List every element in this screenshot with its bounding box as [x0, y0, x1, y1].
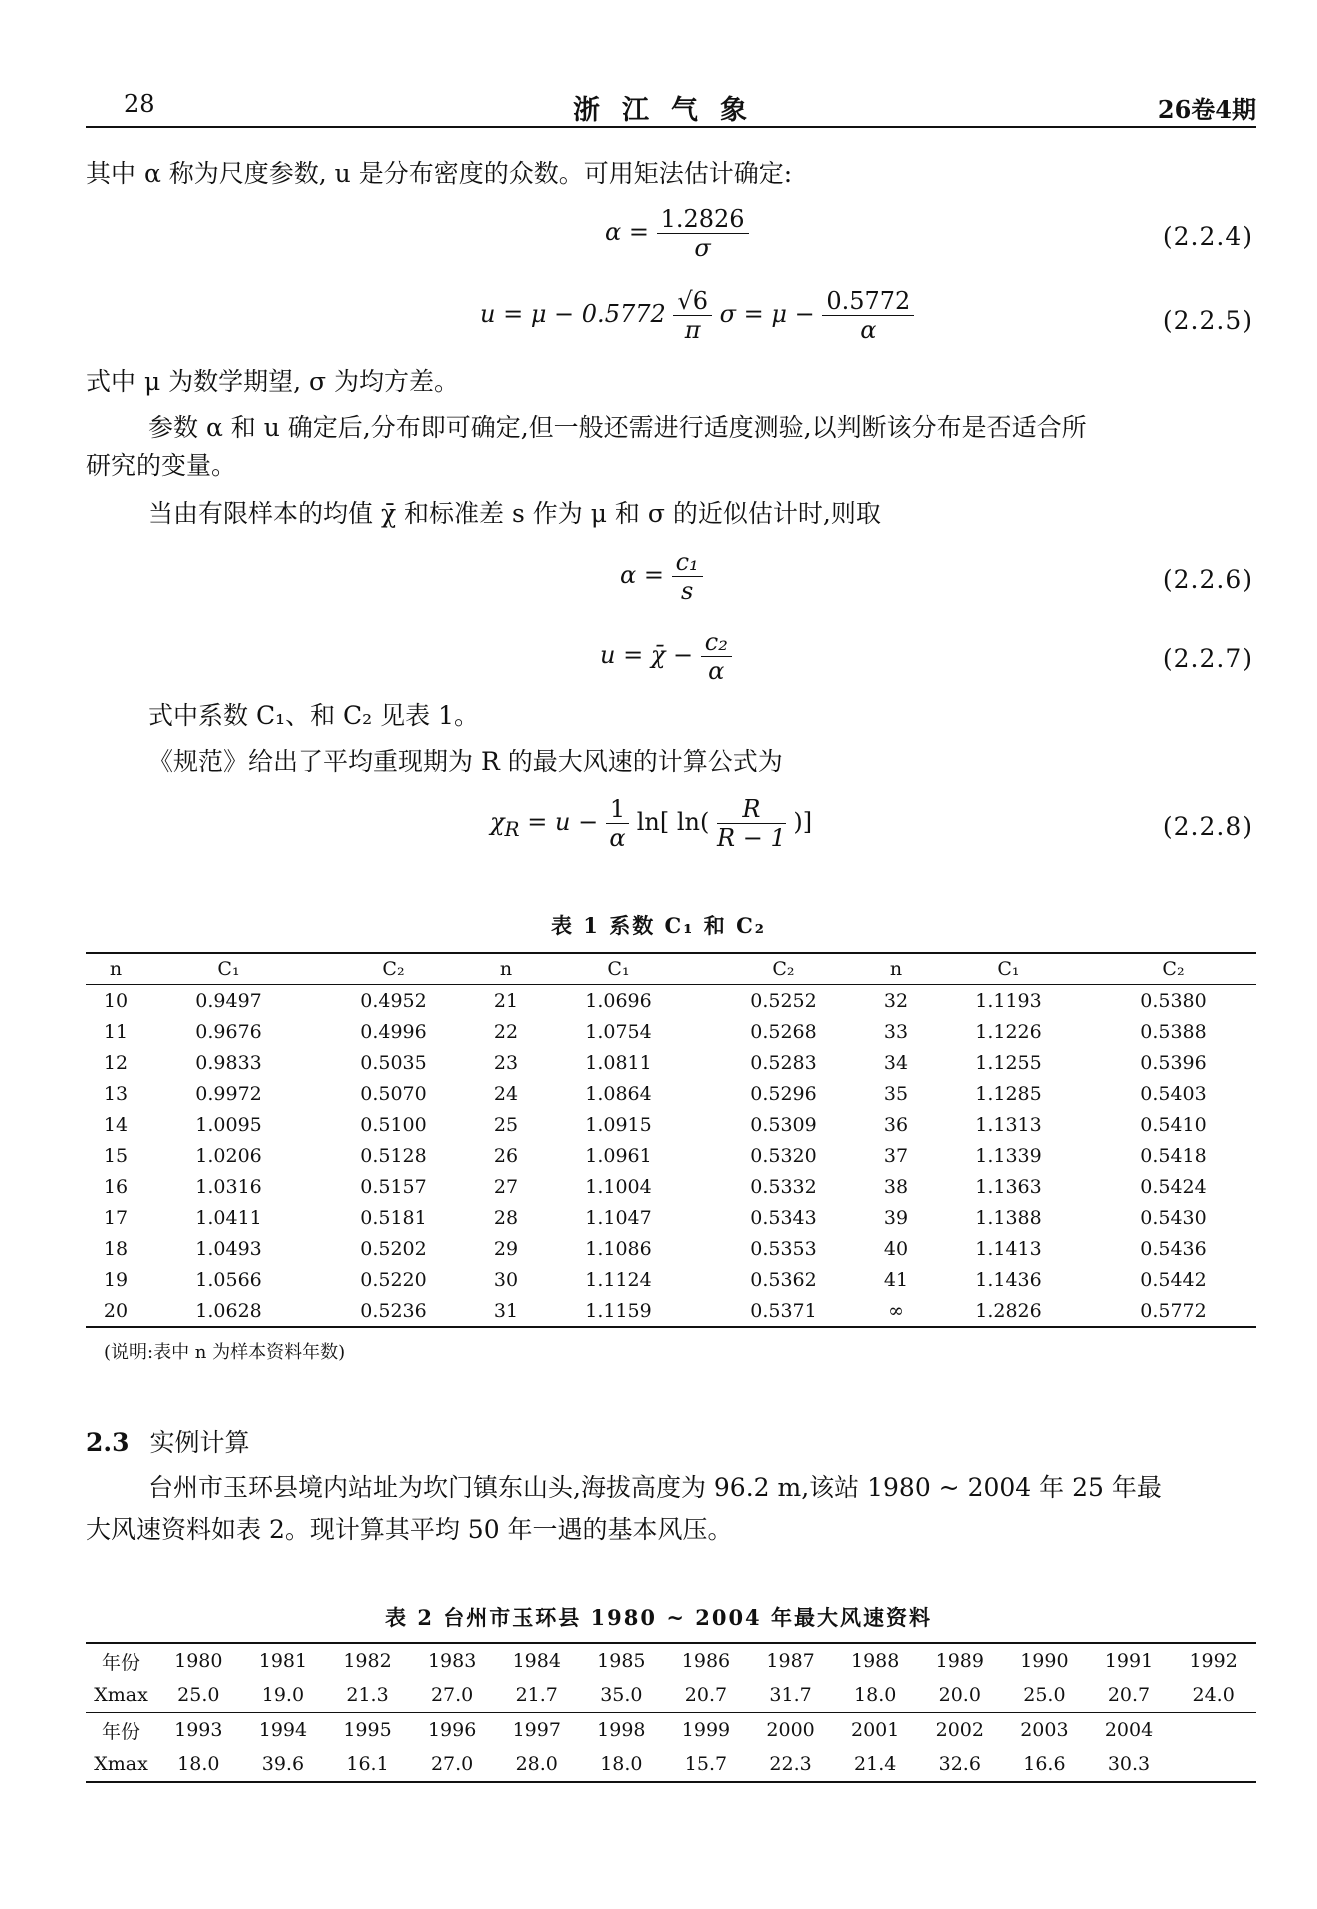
table-cell: 35.0 — [600, 1684, 643, 1706]
eq-numerator: R — [717, 795, 786, 824]
table-cell: 23 — [493, 1051, 519, 1074]
table-cell: 32.6 — [938, 1753, 981, 1775]
table-row — [86, 1233, 1256, 1264]
table-header-cell: C₂ — [1162, 958, 1185, 980]
table-cell: 27.0 — [430, 1753, 474, 1775]
table-cell: 1986 — [681, 1650, 731, 1672]
coefficient-table — [86, 952, 1256, 1328]
eq-denominator: α — [708, 657, 725, 685]
table-cell: 37 — [883, 1144, 909, 1167]
section-title: 实例计算 — [149, 1428, 250, 1457]
eq-fraction — [822, 287, 914, 344]
table-cell: 0.5353 — [750, 1237, 817, 1260]
paragraph-example-cont: 大风速资料如表 2。现计算其平均 50 年一遇的基本风压。 — [86, 1515, 733, 1544]
table-row — [86, 1016, 1256, 1047]
table-cell: 0.5157 — [360, 1175, 427, 1198]
eq-numerator: 1.2826 — [657, 205, 749, 234]
table-cell: 31 — [493, 1299, 519, 1322]
table-cell: 年份 — [101, 1651, 140, 1674]
table-header-cell: C₂ — [382, 958, 405, 980]
table-cell: 0.5343 — [750, 1206, 817, 1229]
table-cell — [1171, 1713, 1256, 1748]
table-cell: 1999 — [681, 1719, 731, 1741]
eq-log: ln[ ln( — [636, 808, 710, 836]
table-cell: 18 — [103, 1237, 129, 1260]
eq-part: σ = μ − — [719, 300, 815, 328]
eq-lhs: u = χ̄ − — [600, 641, 694, 669]
table-cell: 16.1 — [346, 1753, 389, 1775]
table-cell: 15 — [103, 1144, 129, 1167]
table-cell: 14 — [103, 1113, 129, 1136]
table-cell: 2000 — [766, 1719, 815, 1741]
eq-numerator: 1 — [606, 795, 629, 824]
table-cell: 19.0 — [261, 1684, 305, 1706]
eq-fraction — [717, 795, 786, 852]
table-cell: 1.0864 — [585, 1082, 652, 1105]
equation-number: (2.2.6) — [1162, 565, 1253, 594]
table-cell: 32 — [883, 989, 909, 1012]
table-cell: 39 — [883, 1206, 909, 1229]
table-cell: 1.1124 — [585, 1268, 652, 1291]
table-cell: 31.7 — [769, 1684, 812, 1706]
table-cell: 29 — [493, 1237, 519, 1260]
table-cell: Xmax — [94, 1753, 148, 1775]
table-cell: 25.0 — [177, 1684, 220, 1706]
table-cell: 1980 — [174, 1650, 223, 1672]
table-cell: 1996 — [427, 1719, 477, 1741]
eq-denominator: s — [680, 577, 694, 605]
table-cell: 18.0 — [854, 1684, 897, 1706]
table-cell: 1990 — [1020, 1650, 1069, 1672]
table-cell: 22 — [493, 1020, 519, 1043]
table-cell: 1.0961 — [585, 1144, 652, 1167]
table-cell: 16.6 — [1023, 1753, 1066, 1775]
table-cell: 30 — [493, 1268, 519, 1291]
section-number: 2.3 — [86, 1428, 130, 1457]
table-cell: 1997 — [512, 1719, 561, 1741]
table-cell: 1.1413 — [975, 1237, 1042, 1260]
paragraph-parameters-cont: 研究的变量。 — [86, 451, 237, 480]
eq-lhs: α = — [605, 218, 649, 246]
table-cell: 0.5128 — [360, 1144, 427, 1167]
equation-2-2-6 — [620, 548, 703, 605]
table-cell: 0.5388 — [1140, 1020, 1207, 1043]
table-row — [86, 1047, 1256, 1078]
table-cell: 2003 — [1020, 1719, 1069, 1741]
eq-fraction — [672, 548, 703, 605]
table-cell: 1.1436 — [975, 1268, 1042, 1291]
table-cell: 1981 — [258, 1650, 308, 1672]
table-cell: 0.5236 — [360, 1299, 427, 1322]
table-cell: 0.5436 — [1140, 1237, 1207, 1260]
table-cell: 0.5371 — [750, 1299, 817, 1322]
table-cell: 0.5380 — [1140, 989, 1207, 1012]
section-heading — [86, 1423, 250, 1459]
wind-speed-table — [86, 1642, 1256, 1783]
table-cell: 20.7 — [1107, 1684, 1151, 1706]
equation-number: (2.2.4) — [1162, 222, 1253, 251]
table-cell: 1.0411 — [195, 1206, 262, 1229]
table-cell: 1994 — [258, 1719, 308, 1741]
equation-2-2-8 — [490, 795, 812, 852]
table-cell: 0.5396 — [1140, 1051, 1207, 1074]
table-cell: 1987 — [766, 1650, 815, 1672]
volume-issue: 26卷4期 — [1157, 95, 1256, 124]
table-row — [86, 1643, 1256, 1678]
table-cell: 1.0095 — [195, 1113, 262, 1136]
table-cell: 10 — [103, 989, 129, 1012]
eq-denominator: α — [609, 824, 626, 852]
table-cell: 1.0915 — [585, 1113, 652, 1136]
eq-part: u = μ − 0.5772 — [480, 300, 666, 328]
table-cell: 0.5035 — [360, 1051, 427, 1074]
table-cell: 24.0 — [1192, 1684, 1235, 1706]
table-cell: 1.0754 — [585, 1020, 652, 1043]
table-cell: 26 — [493, 1144, 519, 1167]
table-cell: 18.0 — [177, 1753, 220, 1775]
table-cell: 17 — [103, 1206, 129, 1229]
table-cell: 1.0566 — [195, 1268, 262, 1291]
table-cell: 0.9676 — [195, 1020, 262, 1043]
table-cell: 28 — [493, 1206, 519, 1229]
table-cell: 1989 — [935, 1650, 984, 1672]
table-header-cell: n — [109, 958, 123, 980]
table-cell: 16 — [103, 1175, 129, 1198]
table-cell: 0.5202 — [360, 1237, 427, 1260]
running-header — [86, 86, 1256, 124]
table-cell: 0.5332 — [750, 1175, 817, 1198]
table-cell: 1985 — [597, 1650, 646, 1672]
table-row — [86, 1078, 1256, 1109]
eq-subscript: R — [504, 816, 520, 841]
table-cell: 1998 — [597, 1719, 646, 1741]
table-cell: 35 — [883, 1082, 909, 1105]
table-cell: 1.0493 — [195, 1237, 262, 1260]
table-cell: 1993 — [174, 1719, 223, 1741]
table-cell: 21.3 — [346, 1684, 389, 1706]
table-cell: 0.5418 — [1140, 1144, 1207, 1167]
equation-2-2-4 — [605, 205, 749, 262]
table-cell: 1.1255 — [975, 1051, 1042, 1074]
table-cell: 1.1226 — [975, 1020, 1042, 1043]
table-cell: 1.0628 — [195, 1299, 262, 1322]
table2-caption: 表 2 台州市玉环县 1980 ~ 2004 年最大风速资料 — [385, 1605, 932, 1630]
table-cell: 41 — [883, 1268, 909, 1291]
table-row — [86, 1264, 1256, 1295]
table-cell: 24 — [493, 1082, 519, 1105]
table-cell: 0.5220 — [360, 1268, 427, 1291]
eq-numerator: 0.5772 — [822, 287, 914, 316]
table-header-row — [86, 953, 1256, 985]
table-cell: ∞ — [888, 1299, 904, 1322]
table-cell: 1.1313 — [975, 1113, 1042, 1136]
paragraph-coefficients: 式中系数 C₁、和 C₂ 见表 1。 — [148, 701, 479, 730]
eq-denominator: π — [684, 316, 701, 344]
equation-number: (2.2.7) — [1162, 644, 1253, 673]
table-cell: 0.5296 — [750, 1082, 817, 1105]
table-cell: 11 — [103, 1020, 129, 1043]
table-row — [86, 1140, 1256, 1171]
eq-fraction — [673, 287, 712, 344]
eq-denominator: α — [860, 316, 877, 344]
table-row — [86, 1678, 1256, 1713]
equation-number: (2.2.8) — [1162, 812, 1253, 841]
eq-numerator: √6 — [673, 287, 712, 316]
table-cell: 0.5362 — [750, 1268, 817, 1291]
table-cell: 1.1193 — [975, 989, 1042, 1012]
table-cell: 1982 — [343, 1650, 392, 1672]
table-cell: 0.4952 — [360, 989, 427, 1012]
table-row — [86, 985, 1256, 1017]
table-cell: 1983 — [427, 1650, 477, 1672]
table-cell: 0.5283 — [750, 1051, 817, 1074]
table-cell: 1.1159 — [585, 1299, 652, 1322]
eq-fraction — [701, 628, 732, 685]
table-header-cell: C₁ — [217, 958, 240, 980]
table-cell: 40 — [883, 1237, 909, 1260]
table-cell: 1984 — [512, 1650, 561, 1672]
table-cell: 1.1285 — [975, 1082, 1042, 1105]
table-cell: 21.7 — [515, 1684, 558, 1706]
equation-2-2-5 — [480, 287, 914, 344]
table-cell: 21 — [493, 989, 519, 1012]
table-cell: 12 — [103, 1051, 129, 1074]
table-cell: 38 — [883, 1175, 909, 1198]
table-cell: 0.5181 — [360, 1206, 427, 1229]
paragraph-sample-estimate: 当由有限样本的均值 χ̄ 和标准差 s 作为 μ 和 σ 的近似估计时,则取 — [148, 499, 881, 528]
table-cell: 1.0206 — [195, 1144, 262, 1167]
table-cell: 0.5268 — [750, 1020, 817, 1043]
table-cell: 28.0 — [515, 1753, 558, 1775]
table-cell: 20.7 — [684, 1684, 728, 1706]
table-cell: 1.1388 — [975, 1206, 1042, 1229]
eq-lhs: α = — [620, 561, 664, 589]
eq-close: )] — [793, 808, 813, 836]
table-cell: 34 — [883, 1051, 909, 1074]
paragraph-mu-sigma: 式中 μ 为数学期望, σ 为均方差。 — [86, 367, 460, 396]
table-cell: 21.4 — [854, 1753, 897, 1775]
table-cell: 0.9497 — [195, 989, 262, 1012]
table-cell: 年份 — [101, 1720, 140, 1743]
eq-denominator: σ — [694, 234, 711, 262]
eq-numerator: c₁ — [672, 548, 703, 577]
table-cell: 2004 — [1104, 1719, 1154, 1741]
equation-number: (2.2.5) — [1162, 306, 1253, 335]
table-cell: 1.1004 — [585, 1175, 652, 1198]
table-cell: 0.9833 — [195, 1051, 262, 1074]
table-cell: 0.5424 — [1140, 1175, 1207, 1198]
paragraph-example: 台州市玉环县境内站址为坎门镇东山头,海拔高度为 96.2 m,该站 1980 ~ 2004 年 25 年最 — [148, 1473, 1162, 1502]
table-cell: 2001 — [851, 1719, 900, 1741]
table-cell: 0.5403 — [1140, 1082, 1207, 1105]
table1-note: (说明:表中 n 为样本资料年数) — [104, 1342, 346, 1363]
table-cell: 1.0811 — [585, 1051, 652, 1074]
paragraph-formula-intro: 《规范》给出了平均重现期为 R 的最大风速的计算公式为 — [148, 747, 783, 776]
table-cell: 0.5070 — [360, 1082, 427, 1105]
table-row — [86, 1109, 1256, 1140]
table-cell: 2002 — [935, 1719, 984, 1741]
table-cell: 1.2826 — [975, 1299, 1042, 1322]
table-row — [86, 1713, 1256, 1748]
table-cell: 1.1339 — [975, 1144, 1042, 1167]
table-row — [86, 1295, 1256, 1327]
eq-fraction — [606, 795, 629, 852]
table-cell: 0.5410 — [1140, 1113, 1207, 1136]
table-cell: 20 — [103, 1299, 129, 1322]
paragraph-alpha-definition: 其中 α 称为尺度参数, u 是分布密度的众数。可用矩法估计确定: — [86, 159, 793, 188]
table-cell: 39.6 — [261, 1753, 305, 1775]
table-cell: Xmax — [94, 1684, 148, 1706]
table-cell: 20.0 — [938, 1684, 981, 1706]
eq-denominator: R − 1 — [717, 824, 786, 852]
table-cell: 1991 — [1104, 1650, 1154, 1672]
table-cell: 30.3 — [1107, 1753, 1151, 1775]
table-cell: 18.0 — [600, 1753, 643, 1775]
table-cell: 1.1086 — [585, 1237, 652, 1260]
table-row — [86, 1202, 1256, 1233]
table-cell: 1.0696 — [585, 989, 652, 1012]
table-header-cell: n — [889, 958, 903, 980]
table1-caption: 表 1 系数 C₁ 和 C₂ — [551, 913, 766, 938]
table-cell: 1992 — [1189, 1650, 1238, 1672]
table-cell: 25.0 — [1023, 1684, 1066, 1706]
table-cell: 36 — [883, 1113, 909, 1136]
table-cell: 1.0316 — [195, 1175, 262, 1198]
table-cell: 1.1047 — [585, 1206, 652, 1229]
table-cell — [1171, 1747, 1256, 1782]
table-header-cell: C₁ — [607, 958, 630, 980]
table-cell: 0.5320 — [750, 1144, 817, 1167]
eq-part: = u − — [527, 808, 606, 836]
eq-fraction — [657, 205, 749, 262]
table-cell: 0.5442 — [1140, 1268, 1207, 1291]
table-cell: 15.7 — [684, 1753, 728, 1775]
table-cell: 27.0 — [430, 1684, 474, 1706]
eq-chi: χ — [490, 808, 505, 836]
table-cell: 0.5772 — [1140, 1299, 1207, 1322]
table-cell: 0.9972 — [195, 1082, 262, 1105]
page-number: 28 — [124, 90, 155, 118]
table-header-cell: C₁ — [997, 958, 1020, 980]
header-rule — [86, 126, 1256, 128]
table-cell: 27 — [493, 1175, 519, 1198]
table-cell: 1995 — [343, 1719, 392, 1741]
paragraph-parameters: 参数 α 和 u 确定后,分布即可确定,但一般还需进行适度测验,以判断该分布是否适合所 — [148, 413, 1087, 442]
eq-numerator: c₂ — [701, 628, 732, 657]
table-cell: 33 — [883, 1020, 909, 1043]
table-cell: 0.5309 — [750, 1113, 817, 1136]
table-cell: 0.4996 — [360, 1020, 427, 1043]
table-cell: 1.1363 — [975, 1175, 1042, 1198]
table-row — [86, 1171, 1256, 1202]
journal-title: 浙江气象 — [573, 95, 769, 126]
table-cell: 0.5252 — [750, 989, 817, 1012]
table-cell: 22.3 — [769, 1753, 812, 1775]
table-header-cell: C₂ — [772, 958, 795, 980]
equation-2-2-7 — [600, 628, 732, 685]
table-cell: 0.5430 — [1140, 1206, 1207, 1229]
table-cell: 13 — [103, 1082, 129, 1105]
table-row — [86, 1747, 1256, 1782]
table-cell: 0.5100 — [360, 1113, 427, 1136]
table-cell: 19 — [103, 1268, 129, 1291]
table-cell: 1988 — [851, 1650, 900, 1672]
table-cell: 25 — [493, 1113, 519, 1136]
table-header-cell: n — [499, 958, 513, 980]
